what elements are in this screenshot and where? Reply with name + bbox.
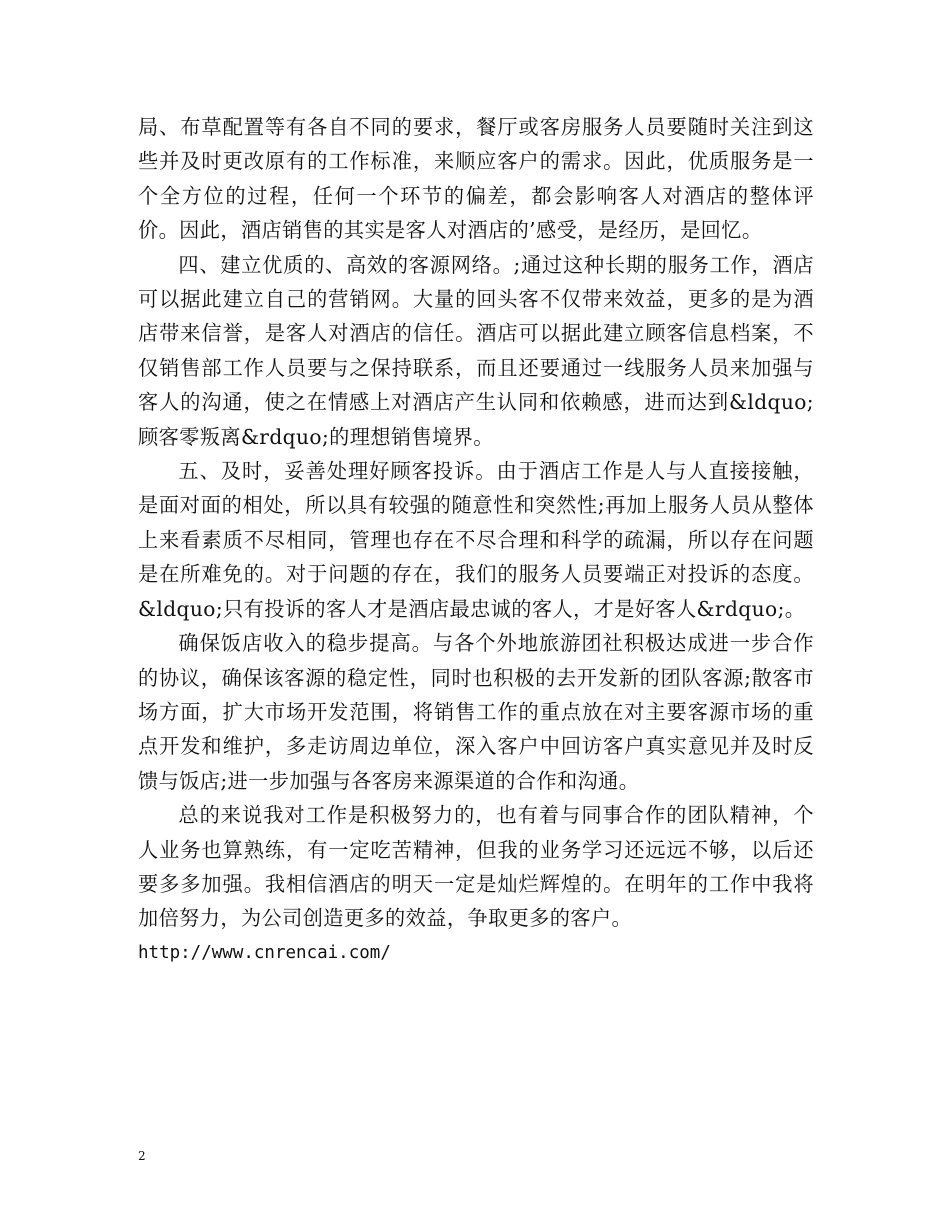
paragraph-1: 局、布草配置等有各自不同的要求，餐厅或客房服务人员要随时关注到这些并及时更改原有的工作标准，来顺应客户的需求。因此，优质服务是一个全方位的过程，任何一个环节的偏差，都会影响客人对酒店的整体评价。因此，酒店销售的其实是客人对酒店的’感受，是经历，是回忆。	[138, 115, 814, 243]
paragraph-2: 四、建立优质的、高效的客源网络。;通过这种长期的服务工作，酒店可以据此建立自己的营销网。大量的回头客不仅带来效益，更多的是为酒店带来信誉，是客人对酒店的信任。酒店可以据此建立顾客信息档案，不仅销售部工作人员要与之保持联系，而且还要通过一线服务人员来加强与客人的沟通，使之在情感上对酒店产生认同和依赖感，进而达到&ldquo;顾客零叛离&rdquo;的理想销售境界。	[138, 252, 814, 449]
paragraph-4: 确保饭店收入的稳步提高。与各个外地旅游团社积极达成进一步合作的协议，确保该客源的稳定性，同时也积极的去开发新的团队客源;散客市场方面，扩大市场开发范围，将销售工作的重点放在对主要客源市场的重点开发和维护，多走访周边单位，深入客户中回访客户真实意见并及时反馈与饭店;进一步加强与各客房来源渠道的合作和沟通。	[138, 631, 814, 793]
paragraph-3: 五、及时，妥善处理好顾客投诉。由于酒店工作是人与人直接接触，是面对面的相处，所以具有较强的随意性和突然性;再加上服务人员从整体上来看素质不尽相同，管理也存在不尽合理和科学的疏漏，所以存在问题是在所难免的。对于问题的存在，我们的服务人员要端正对投诉的态度。&ldquo;只有投诉的客人才是酒店最忠诚的客人，才是好客人&rdquo;。	[138, 459, 814, 621]
paragraph-5: 总的来说我对工作是积极努力的，也有着与同事合作的团队精神，个人业务也算熟练，有一定吃苦精神，但我的业务学习还远远不够，以后还要多多加强。我相信酒店的明天一定是灿烂辉煌的。在明年的工作中我将加倍努力，为公司创造更多的效益，争取更多的客户。	[138, 803, 814, 931]
source-url: http://www.cnrencai.com/	[138, 942, 391, 963]
page-number: 2	[138, 1149, 146, 1163]
document-body	[138, 110, 814, 970]
